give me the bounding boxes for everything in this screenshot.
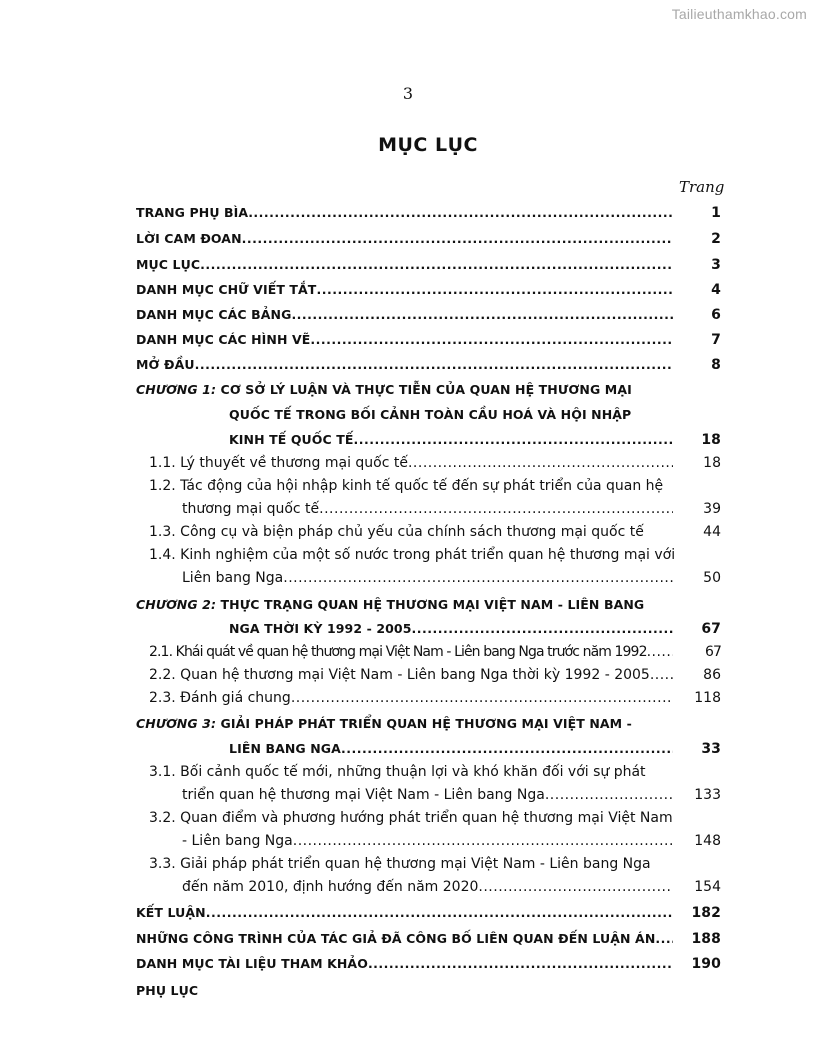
toc-entry (0, 521, 816, 543)
toc-entry (0, 687, 816, 709)
dot-leader (283, 567, 673, 589)
toc-entry-title: LỜI CAM ĐOAN (136, 231, 242, 246)
page-column-label: Trang (679, 178, 725, 196)
toc-entry (0, 618, 816, 640)
toc-entry (0, 498, 816, 520)
dot-leader (650, 664, 673, 686)
chapter-number: CHƯƠNG 1: (136, 382, 217, 397)
watermark: Tailieuthamkhao.com (671, 6, 807, 22)
toc-entry-title: DANH MỤC CÁC BẢNG (136, 307, 292, 322)
dot-leader (368, 953, 673, 975)
toc-entry-line (0, 761, 816, 783)
toc-entry-title: MỤC LỤC (136, 257, 201, 272)
toc-entry-title: LIÊN BANG NGA (229, 741, 341, 756)
toc-entry (0, 452, 816, 474)
toc-entry-line (0, 807, 816, 829)
toc-entry (0, 354, 816, 376)
toc-entry-title: DANH MỤC CÁC HÌNH VẼ (136, 332, 311, 347)
toc-entry (0, 329, 816, 351)
chapter-heading (0, 594, 816, 616)
toc-entry (0, 876, 816, 898)
chapter-number: CHƯƠNG 2: (136, 597, 217, 612)
chapter-title-line: GIẢI PHÁP PHÁT TRIỂN QUAN HỆ THƯƠNG MẠI VIỆT NAM - (216, 716, 632, 731)
toc-entry-page: 182 (691, 905, 721, 921)
toc-entry-page: 148 (694, 833, 721, 849)
toc-entry-page: 18 (701, 432, 721, 448)
toc-entry (0, 738, 816, 760)
toc-entry-page: 86 (703, 667, 721, 683)
dot-leader (248, 202, 673, 224)
dot-leader (412, 618, 673, 640)
toc-entry-title: triển quan hệ thương mại Việt Nam - Liên bang Nga (182, 787, 545, 803)
toc-entry-page: 44 (703, 524, 721, 540)
dot-leader (291, 687, 673, 709)
toc-entry-page: 190 (691, 956, 721, 972)
chapter-title-line: CƠ SỞ LÝ LUẬN VÀ THỰC TIỄN CỦA QUAN HỆ THƯƠNG MẠI (216, 382, 632, 397)
toc-entry-page: 4 (711, 282, 721, 298)
toc-entry-page: 154 (694, 879, 721, 895)
dot-leader (341, 738, 673, 760)
toc-entry-title: 2.3. Đánh giá chung (149, 690, 291, 706)
toc-entry-title: PHỤ LỤC (136, 983, 199, 998)
chapter-title-line: QUỐC TẾ TRONG BỐI CẢNH TOÀN CẦU HOÁ VÀ HỘI NHẬP (229, 407, 632, 422)
toc-entry-title: 1.3. Công cụ và biện pháp chủ yếu của chính sách thương mại quốc tế (149, 524, 644, 540)
toc-entry-page: 133 (694, 787, 721, 803)
toc-entry (0, 928, 816, 950)
dot-leader (354, 429, 673, 451)
toc-entry (0, 429, 816, 451)
toc-entry-page: 39 (703, 501, 721, 517)
chapter-heading (0, 713, 816, 735)
toc-entry-title: thương mại quốc tế (182, 501, 320, 517)
toc-entry (0, 784, 816, 806)
toc-entry-title: DANH MỤC TÀI LIỆU THAM KHẢO (136, 956, 368, 971)
toc-entry-title: 2.2. Quan hệ thương mại Việt Nam - Liên bang Nga thời kỳ 1992 - 2005 (149, 667, 650, 683)
dot-leader (316, 279, 673, 301)
toc-entry-page: 33 (701, 741, 721, 757)
toc-entry (0, 254, 816, 276)
toc-entry-page: 67 (704, 644, 721, 660)
toc-entry-page: 8 (711, 357, 721, 373)
toc-entry-line (0, 853, 816, 875)
toc-entry-title: - Liên bang Nga (182, 833, 293, 849)
toc-entry-page: 67 (701, 621, 721, 637)
toc-entry (0, 304, 816, 326)
toc-entry-page: 50 (703, 570, 721, 586)
toc-entry-title: KINH TẾ QUỐC TẾ (229, 432, 354, 447)
toc-entry (0, 980, 816, 1002)
toc-entry-line (0, 475, 816, 497)
toc-entry-title: MỞ ĐẦU (136, 357, 195, 372)
toc-entry-page: 2 (711, 231, 721, 247)
toc-entry-title: 2.1. Khái quát về quan hệ thương mại Việt Nam - Liên bang Nga trước năm 1992 (149, 644, 647, 660)
toc-entry-title: 3.3. Giải pháp phát triển quan hệ thương mại Việt Nam - Liên bang Nga (149, 856, 651, 872)
toc-entry (0, 664, 816, 686)
toc-entry-page: 1 (711, 205, 721, 221)
dot-leader (478, 876, 673, 898)
toc-entry-title: đến năm 2010, định hướng đến năm 2020 (182, 879, 479, 895)
toc-entry-title: NHỮNG CÔNG TRÌNH CỦA TÁC GIẢ ĐÃ CÔNG BỐ LIÊN QUAN ĐẾN LUẬN ÁN (136, 931, 656, 946)
chapter-heading (0, 379, 816, 401)
toc-entry-line (0, 544, 816, 566)
toc-entry (0, 567, 816, 589)
dot-leader (200, 254, 673, 276)
toc-entry (0, 902, 816, 924)
chapter-title-line: THỰC TRẠNG QUAN HỆ THƯƠNG MẠI VIỆT NAM - LIÊN BANG (216, 597, 645, 612)
toc-entry-title: TRANG PHỤ BÌA (136, 205, 249, 220)
toc-entry-title: Liên bang Nga (182, 570, 284, 586)
dot-leader (293, 830, 673, 852)
toc-entry-page: 7 (711, 332, 721, 348)
dot-leader (310, 329, 673, 351)
toc-entry-page: 118 (694, 690, 721, 706)
toc-entry-title: DANH MỤC CHỮ VIẾT TẮT (136, 282, 317, 297)
dot-leader (242, 228, 673, 250)
toc-entry (0, 202, 816, 224)
dot-leader (545, 784, 673, 806)
toc-entry (0, 830, 816, 852)
toc-entry-title: 1.4. Kinh nghiệm của một số nước trong phát triển quan hệ thương mại với (149, 547, 676, 563)
toc-entry-title: 1.1. Lý thuyết về thương mại quốc tế (149, 455, 408, 471)
toc-entry-title: 3.1. Bối cảnh quốc tế mới, những thuận lợi và khó khăn đối với sự phát (149, 764, 646, 780)
chapter-number: CHƯƠNG 3: (136, 716, 217, 731)
toc-entry-page: 3 (711, 257, 721, 273)
dot-leader (195, 354, 673, 376)
chapter-heading-continuation (0, 404, 816, 426)
toc-entry-page: 18 (703, 455, 721, 471)
dot-leader (655, 928, 673, 950)
dot-leader (408, 452, 673, 474)
dot-leader (647, 641, 673, 663)
toc-entry-page: 6 (711, 307, 721, 323)
page-title: MỤC LỤC (378, 134, 478, 156)
toc-entry (0, 953, 816, 975)
toc-entry (0, 228, 816, 250)
toc-entry (0, 279, 816, 301)
toc-entry-title: NGA THỜI KỲ 1992 - 2005 (229, 621, 412, 636)
page-number: 3 (402, 84, 414, 103)
toc-entry-title: 3.2. Quan điểm và phương hướng phát triển quan hệ thương mại Việt Nam (149, 810, 673, 826)
toc-entry-page: 188 (691, 931, 721, 947)
toc-entry-title: 1.2. Tác động của hội nhập kinh tế quốc tế đến sự phát triển của quan hệ (149, 478, 664, 494)
toc-entry (0, 641, 816, 663)
dot-leader (319, 498, 673, 520)
toc-entry-title: KẾT LUẬN (136, 905, 206, 920)
dot-leader (206, 902, 673, 924)
dot-leader (291, 304, 673, 326)
